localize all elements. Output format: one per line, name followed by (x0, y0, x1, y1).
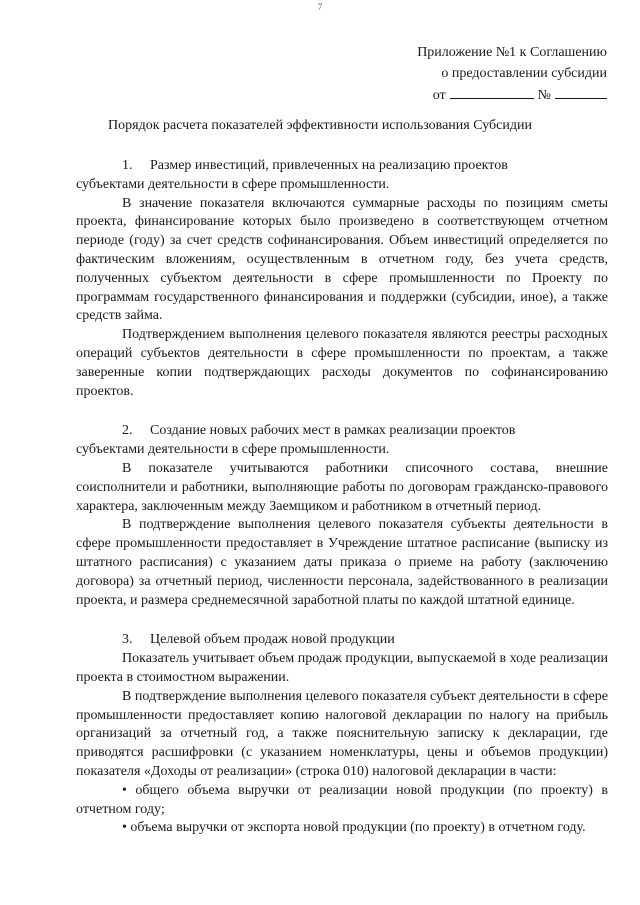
section-heading (76, 157, 608, 176)
section-number: 1. (122, 158, 133, 173)
appendix-line-2: о предоставлении субсидии (441, 66, 607, 81)
section-new-jobs (76, 422, 608, 610)
section-heading-line-1: Размер инвестиций, привлеченных на реализацию проектов (150, 158, 508, 173)
date-label: от (432, 88, 446, 103)
document-title: Порядок расчета показателей эффективности использования Субсидии (108, 118, 532, 133)
appendix-block (417, 42, 607, 106)
bullet-item: • общего объема выручки от реализации новой продукции (по проекту) в отчетном году; (76, 782, 608, 817)
date-blank-field (450, 84, 534, 99)
paragraph: Показатель учитывает объем продаж продукции, выпускаемой в ходе реализации проекта в стоимостном выражении. (76, 651, 608, 685)
bullet-item: • объема выручки от экспорта новой продукции (по проекту) в отчетном году. (122, 820, 586, 836)
paragraph: В значение показателя включаются суммарные расходы по позициям сметы проекта, финансирование которых было произведено в соответствующем отчетном периоде (году) за счет средств софинансирования. Объем инвестиций определяется по фактическим вложениям, осуществленным в отчетном году, без учета средств, полученных субъектом деятельности в сфере промышленности по Проекту по программам государственного финансирования и поддержки (субсидии, иное), а также средств займа. (76, 195, 608, 324)
number-blank-field (555, 84, 607, 99)
section-heading-line-1: Создание новых рабочих мест в рамках реализации проектов (150, 423, 516, 439)
appendix-line-1: Приложение №1 к Соглашению (417, 45, 607, 60)
section-heading (76, 422, 608, 441)
section-number: 3. (122, 632, 133, 648)
section-number: 2. (122, 423, 133, 439)
page-number: 7 (317, 2, 323, 12)
section-heading (76, 631, 608, 650)
paragraph: В подтверждение выполнения целевого показателя субъект деятельности в сфере промышленности предоставляет копию налоговой декларации по налогу на прибыль организаций за отчетный год, а также пояснительную записку к декларации, где приводятся расшифровки (с указанием номенклатуры, цены и объемов продукции) показателя «Доходы от реализации» (строка 010) налоговой декларации в части: (76, 688, 608, 779)
paragraph: Подтверждением выполнения целевого показателя являются реестры расходных операций субъектов деятельности в сфере промышленности по проектам, а также заверенные копии подтверждающих расходы документов по софинансированию проектов. (76, 327, 608, 399)
section-sales-volume (76, 631, 608, 838)
section-heading-line-2: субъектами деятельности в сфере промышленности. (76, 176, 390, 192)
document-body (76, 157, 608, 838)
paragraph: В показателе учитываются работники списочного состава, внешние соисполнители и работники, выполняющие работы по договорам гражданско-правового характера, заключенным между Заемщиком и работником в отчетный период. (76, 460, 608, 514)
section-heading-line-2: субъектами деятельности в сфере промышленности. (76, 442, 390, 458)
number-label: № (537, 88, 551, 103)
paragraph: В подтверждение выполнения целевого показателя субъекты деятельности в сфере промышленности предоставляет в Учреждение штатное расписание (выписку из штатного расписания) с указанием даты приказа о приеме на работу (заключению договора) за отчетный период, численности персонала, задействованного в реализации проекта, и размера среднемесячной заработной платы по каждой штатной единице. (76, 517, 608, 608)
section-heading-line-1: Целевой объем продаж новой продукции (150, 632, 395, 648)
section-investments (76, 157, 608, 401)
appendix-line-3 (417, 84, 607, 106)
